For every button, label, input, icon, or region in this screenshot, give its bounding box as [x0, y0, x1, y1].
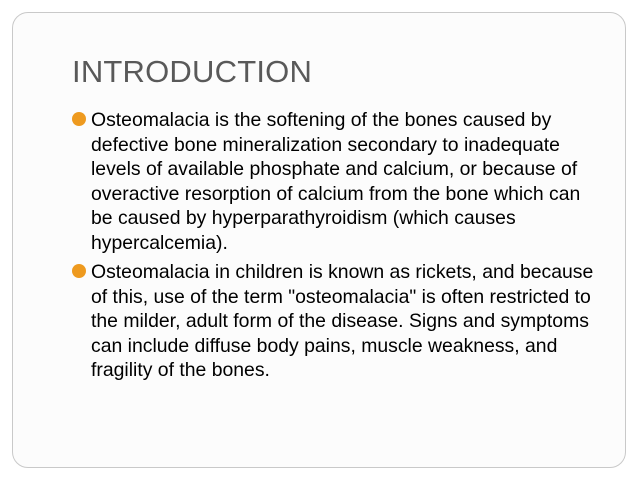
bullet-icon	[72, 112, 86, 126]
bullet-text: Osteomalacia in children is known as rickets, and because of this, use of the term "osteomalacia" is often restricted to the milder, adult form of the disease. Signs and symptoms can include diffuse body pains, muscle weakness, and fragility of the bones.	[91, 261, 594, 381]
bullet-icon	[72, 264, 86, 278]
bullet-text: Osteomalacia is the softening of the bones caused by defective bone mineralization secondary to inadequate levels of available phosphate and calcium, or because of overactive resorption of calcium from the bone which can be caused by hyperparathyroidism (which causes hypercalcemia).	[91, 109, 581, 254]
bullet-item	[72, 108, 600, 255]
bullet-list	[72, 108, 600, 388]
bullet-item	[72, 260, 600, 383]
slide-title: INTRODUCTION	[72, 54, 313, 89]
